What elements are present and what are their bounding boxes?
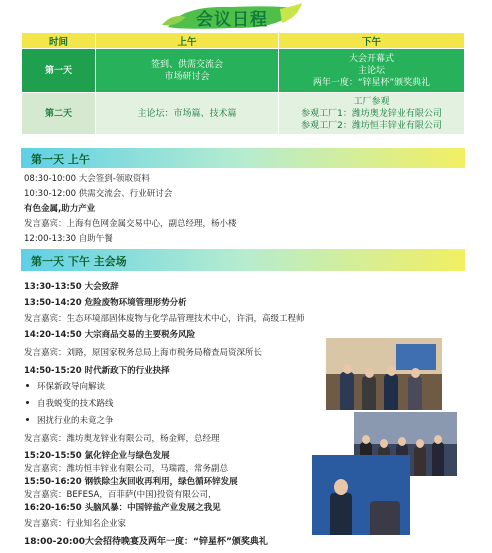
agenda-line: 15:50-16:20 钢铁除尘灰回收再利用，绿色循环锌发展: [24, 477, 238, 487]
agenda-line: 14:50-15:20 时代新政下的行业抉择: [24, 366, 170, 376]
cell-line: 两年一度：“锌星杯”颁奖典礼: [312, 77, 431, 88]
bullet-text: 环保新政导向解读: [37, 382, 106, 392]
agenda-line: 12:00-13:30 自助午餐: [24, 234, 113, 244]
bullet-dot-icon: [26, 401, 29, 404]
event-photo-speaker: [312, 455, 410, 535]
cell-line: 大会开幕式: [348, 53, 394, 64]
bullet-text: 困扰行业的未竟之争: [37, 416, 114, 426]
schedule-table: [21, 32, 465, 135]
section-heading: 第一天 上午: [31, 153, 90, 166]
agenda-line: 10:30-12:00 供需交流会、行业研讨会: [24, 189, 173, 199]
agenda-line: 16:20-16:50 头脑风暴：中国锌盐产业发展之我见: [24, 503, 221, 513]
header-am: 上午: [96, 33, 279, 49]
day-cell: 第一天: [22, 49, 96, 93]
cell-line: 主论坛：市场篇、技术篇: [137, 108, 237, 119]
agenda-line: 13:30-13:50 大会致辞: [24, 282, 119, 292]
speaker-line: 发言嘉宾：潍坊奥龙锌业有限公司，杨金辉，总经理: [24, 434, 220, 444]
bullet-item: [24, 380, 105, 392]
header-time: 时间: [22, 33, 96, 49]
table-row: [22, 93, 465, 135]
speaker-line: 发言嘉宾：BEFESA，百菲萨(中国)投资有限公司，: [24, 490, 217, 500]
speaker-line: 发言嘉宾：生态环境部固体废物与化学品管理技术中心，许涓，高级工程师: [24, 314, 305, 324]
title-banner: [162, 3, 302, 31]
event-photo-panel: [326, 338, 442, 410]
page-title: 会议日程: [196, 10, 268, 30]
speaker-line: 发言嘉宾：上海有色网金属交易中心，副总经理，杨小楼: [24, 219, 237, 229]
agenda-topic: 有色金属,助力产业: [24, 204, 96, 214]
speaker-line: 发言嘉宾：行业知名企业家: [24, 519, 127, 529]
table-header-row: [22, 33, 465, 49]
table-row: [22, 49, 465, 93]
agenda-line: 08:30-10:00 大会签到-领取资料: [24, 174, 150, 184]
agenda-line: 13:50-14:20 危险废物环境管理形势分析: [24, 298, 187, 308]
section-heading: 第一天 下午 主会场: [31, 255, 127, 268]
am-cell: [96, 49, 279, 93]
bullet-item: [24, 397, 114, 409]
bullet-dot-icon: [26, 384, 29, 387]
bullet-dot-icon: [26, 418, 29, 421]
bullet-item: [24, 414, 114, 426]
cell-line: 签到、供需交流会: [150, 59, 223, 70]
cell-line: 主论坛: [357, 65, 385, 76]
am-cell: [96, 93, 279, 135]
speaker-line: 发言嘉宾：潍坊恒丰锌业有限公司，马瑞霞，常务副总: [24, 464, 229, 474]
header-pm: 下午: [279, 33, 465, 49]
cell-line: 工厂参观: [353, 96, 390, 107]
cell-line: 参观工厂1：潍坊奥龙锌业有限公司: [301, 108, 442, 119]
section-bar-day1-pm: [21, 249, 465, 271]
pm-cell: [279, 93, 465, 135]
bullet-text: 自我蜕变的技术路线: [37, 399, 114, 409]
cell-line: 市场研讨会: [164, 71, 210, 82]
agenda-line: 15:20-15:50 氯化锌企业与绿色发展: [24, 451, 170, 461]
speaker-line: 发言嘉宾：刘路，原国家税务总局上海市税务局稽查局资深所长: [24, 348, 263, 358]
agenda-line: 18:00-20:00大会招待晚宴及两年一度：“锌星杯”颁奖典礼: [24, 537, 268, 547]
section-bar-day1-am: [21, 148, 465, 168]
day-cell: 第二天: [22, 93, 96, 135]
cell-line: 参观工厂2：潍坊恒丰锌业有限公司: [301, 120, 442, 131]
agenda-line: 14:20-14:50 大宗商品交易的主要税务风险: [24, 330, 196, 340]
pm-cell: [279, 49, 465, 93]
